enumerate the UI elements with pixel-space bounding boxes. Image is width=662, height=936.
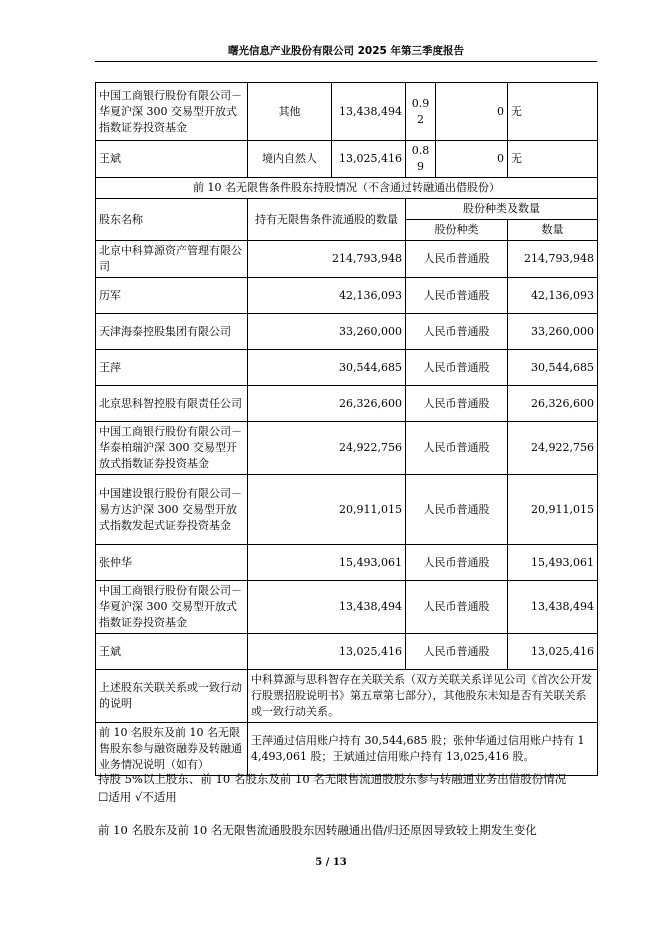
row-class: 人民币普通股 [406, 241, 508, 278]
holder-type: 境内自然人 [248, 141, 332, 178]
note-label: 上述股东关联关系或一致行动的说明 [96, 670, 248, 723]
row-holder: 王斌 [96, 634, 248, 670]
lending-paragraph: 持股 5%以上股东、前 10 名股东及前 10 名无限售流通股股东参与转融通业务出借股份情况 [98, 772, 567, 786]
row-class: 人民币普通股 [406, 278, 508, 314]
row-class: 人民币普通股 [406, 314, 508, 350]
row-holder: 中国工商银行股份有限公司－华夏沪深 300 交易型开放式指数证券投资基金 [96, 581, 248, 634]
header-divider [95, 61, 597, 62]
note-row [96, 723, 598, 776]
row-holder: 历军 [96, 278, 248, 314]
row-holder: 张仲华 [96, 545, 248, 581]
row-holder: 中国建设银行股份有限公司－易方达沪深 300 交易型开放式指数发起式证券投资基金 [96, 475, 248, 545]
row-qty: 33,260,000 [248, 314, 406, 350]
row-class: 人民币普通股 [406, 581, 508, 634]
note-row [96, 670, 598, 723]
table-row [96, 581, 598, 634]
row-class: 人民币普通股 [406, 422, 508, 475]
row-qty: 15,493,061 [248, 545, 406, 581]
table-row [96, 475, 598, 545]
table-row [96, 545, 598, 581]
table-row [96, 241, 598, 278]
col-header-holder: 股东名称 [96, 199, 248, 241]
top-holder-row [96, 83, 598, 141]
row-amount: 13,438,494 [508, 581, 598, 634]
row-amount: 20,911,015 [508, 475, 598, 545]
applicability-options: ☐适用 √不适用 [98, 790, 177, 804]
table-row [96, 634, 598, 670]
row-qty: 214,793,948 [248, 241, 406, 278]
holder-pledge: 无 [508, 83, 598, 141]
holder-pct: 0.92 [406, 83, 436, 141]
holder-type: 其他 [248, 83, 332, 141]
row-amount: 214,793,948 [508, 241, 598, 278]
page-number: 5 / 13 [315, 857, 347, 868]
col-header-class: 股份种类 [406, 220, 508, 241]
row-qty: 20,911,015 [248, 475, 406, 545]
table-row [96, 314, 598, 350]
row-qty: 26,326,600 [248, 386, 406, 422]
row-holder: 天津海泰控股集团有限公司 [96, 314, 248, 350]
page-header-title: 曙光信息产业股份有限公司 2025 年第三季度报告 [227, 45, 465, 57]
holder-restricted: 0 [436, 83, 508, 141]
note-label: 前 10 名股东及前 10 名无限售股东参与融资融券及转融通业务情况说明（如有） [96, 723, 248, 776]
row-amount: 13,025,416 [508, 634, 598, 670]
row-qty: 30,544,685 [248, 350, 406, 386]
row-class: 人民币普通股 [406, 634, 508, 670]
table-row [96, 350, 598, 386]
table-row [96, 278, 598, 314]
holder-pct: 0.89 [406, 141, 436, 178]
row-holder: 王萍 [96, 350, 248, 386]
change-paragraph: 前 10 名股东及前 10 名无限售流通股股东因转融通出借/归还原因导致较上期发生变化 [98, 823, 537, 837]
row-class: 人民币普通股 [406, 475, 508, 545]
row-class: 人民币普通股 [406, 545, 508, 581]
row-amount: 42,136,093 [508, 278, 598, 314]
row-qty: 24,922,756 [248, 422, 406, 475]
col-header-class-group: 股份种类及数量 [406, 199, 598, 220]
holder-shares: 13,025,416 [332, 141, 406, 178]
holder-pledge: 无 [508, 141, 598, 178]
table-row [96, 386, 598, 422]
row-amount: 30,544,685 [508, 350, 598, 386]
row-qty: 13,438,494 [248, 581, 406, 634]
holder-restricted: 0 [436, 141, 508, 178]
row-holder: 北京思科智控股有限责任公司 [96, 386, 248, 422]
top-holder-row [96, 141, 598, 178]
col-header-qty: 持有无限售条件流通股的数量 [248, 199, 406, 241]
row-holder: 中国工商银行股份有限公司－华泰柏瑞沪深 300 交易型开放式指数证券投资基金 [96, 422, 248, 475]
table-row [96, 422, 598, 475]
col-header-amount: 数量 [508, 220, 598, 241]
holder-name: 中国工商银行股份有限公司－华夏沪深 300 交易型开放式指数证券投资基金 [96, 83, 248, 141]
row-amount: 33,260,000 [508, 314, 598, 350]
shareholder-table [95, 82, 598, 776]
note-text: 中科算源与思科智存在关联关系（双方关联关系详见公司《首次公开发行股票招股说明书》第五章第七部分），其他股东未知是否有关联关系或一致行动关系。 [248, 670, 598, 723]
holder-name: 王斌 [96, 141, 248, 178]
row-qty: 13,025,416 [248, 634, 406, 670]
note-text: 王萍通过信用账户持有 30,544,685 股；张仲华通过信用账户持有 14,493,061 股；王斌通过信用账户持有 13,025,416 股。 [248, 723, 598, 776]
row-qty: 42,136,093 [248, 278, 406, 314]
row-class: 人民币普通股 [406, 386, 508, 422]
holder-shares: 13,438,494 [332, 83, 406, 141]
row-amount: 26,326,600 [508, 386, 598, 422]
section-title: 前 10 名无限售条件股东持股情况（不含通过转融通出借股份） [96, 178, 598, 199]
row-holder: 北京中科算源资产管理有限公司 [96, 241, 248, 278]
row-class: 人民币普通股 [406, 350, 508, 386]
row-amount: 15,493,061 [508, 545, 598, 581]
row-amount: 24,922,756 [508, 422, 598, 475]
